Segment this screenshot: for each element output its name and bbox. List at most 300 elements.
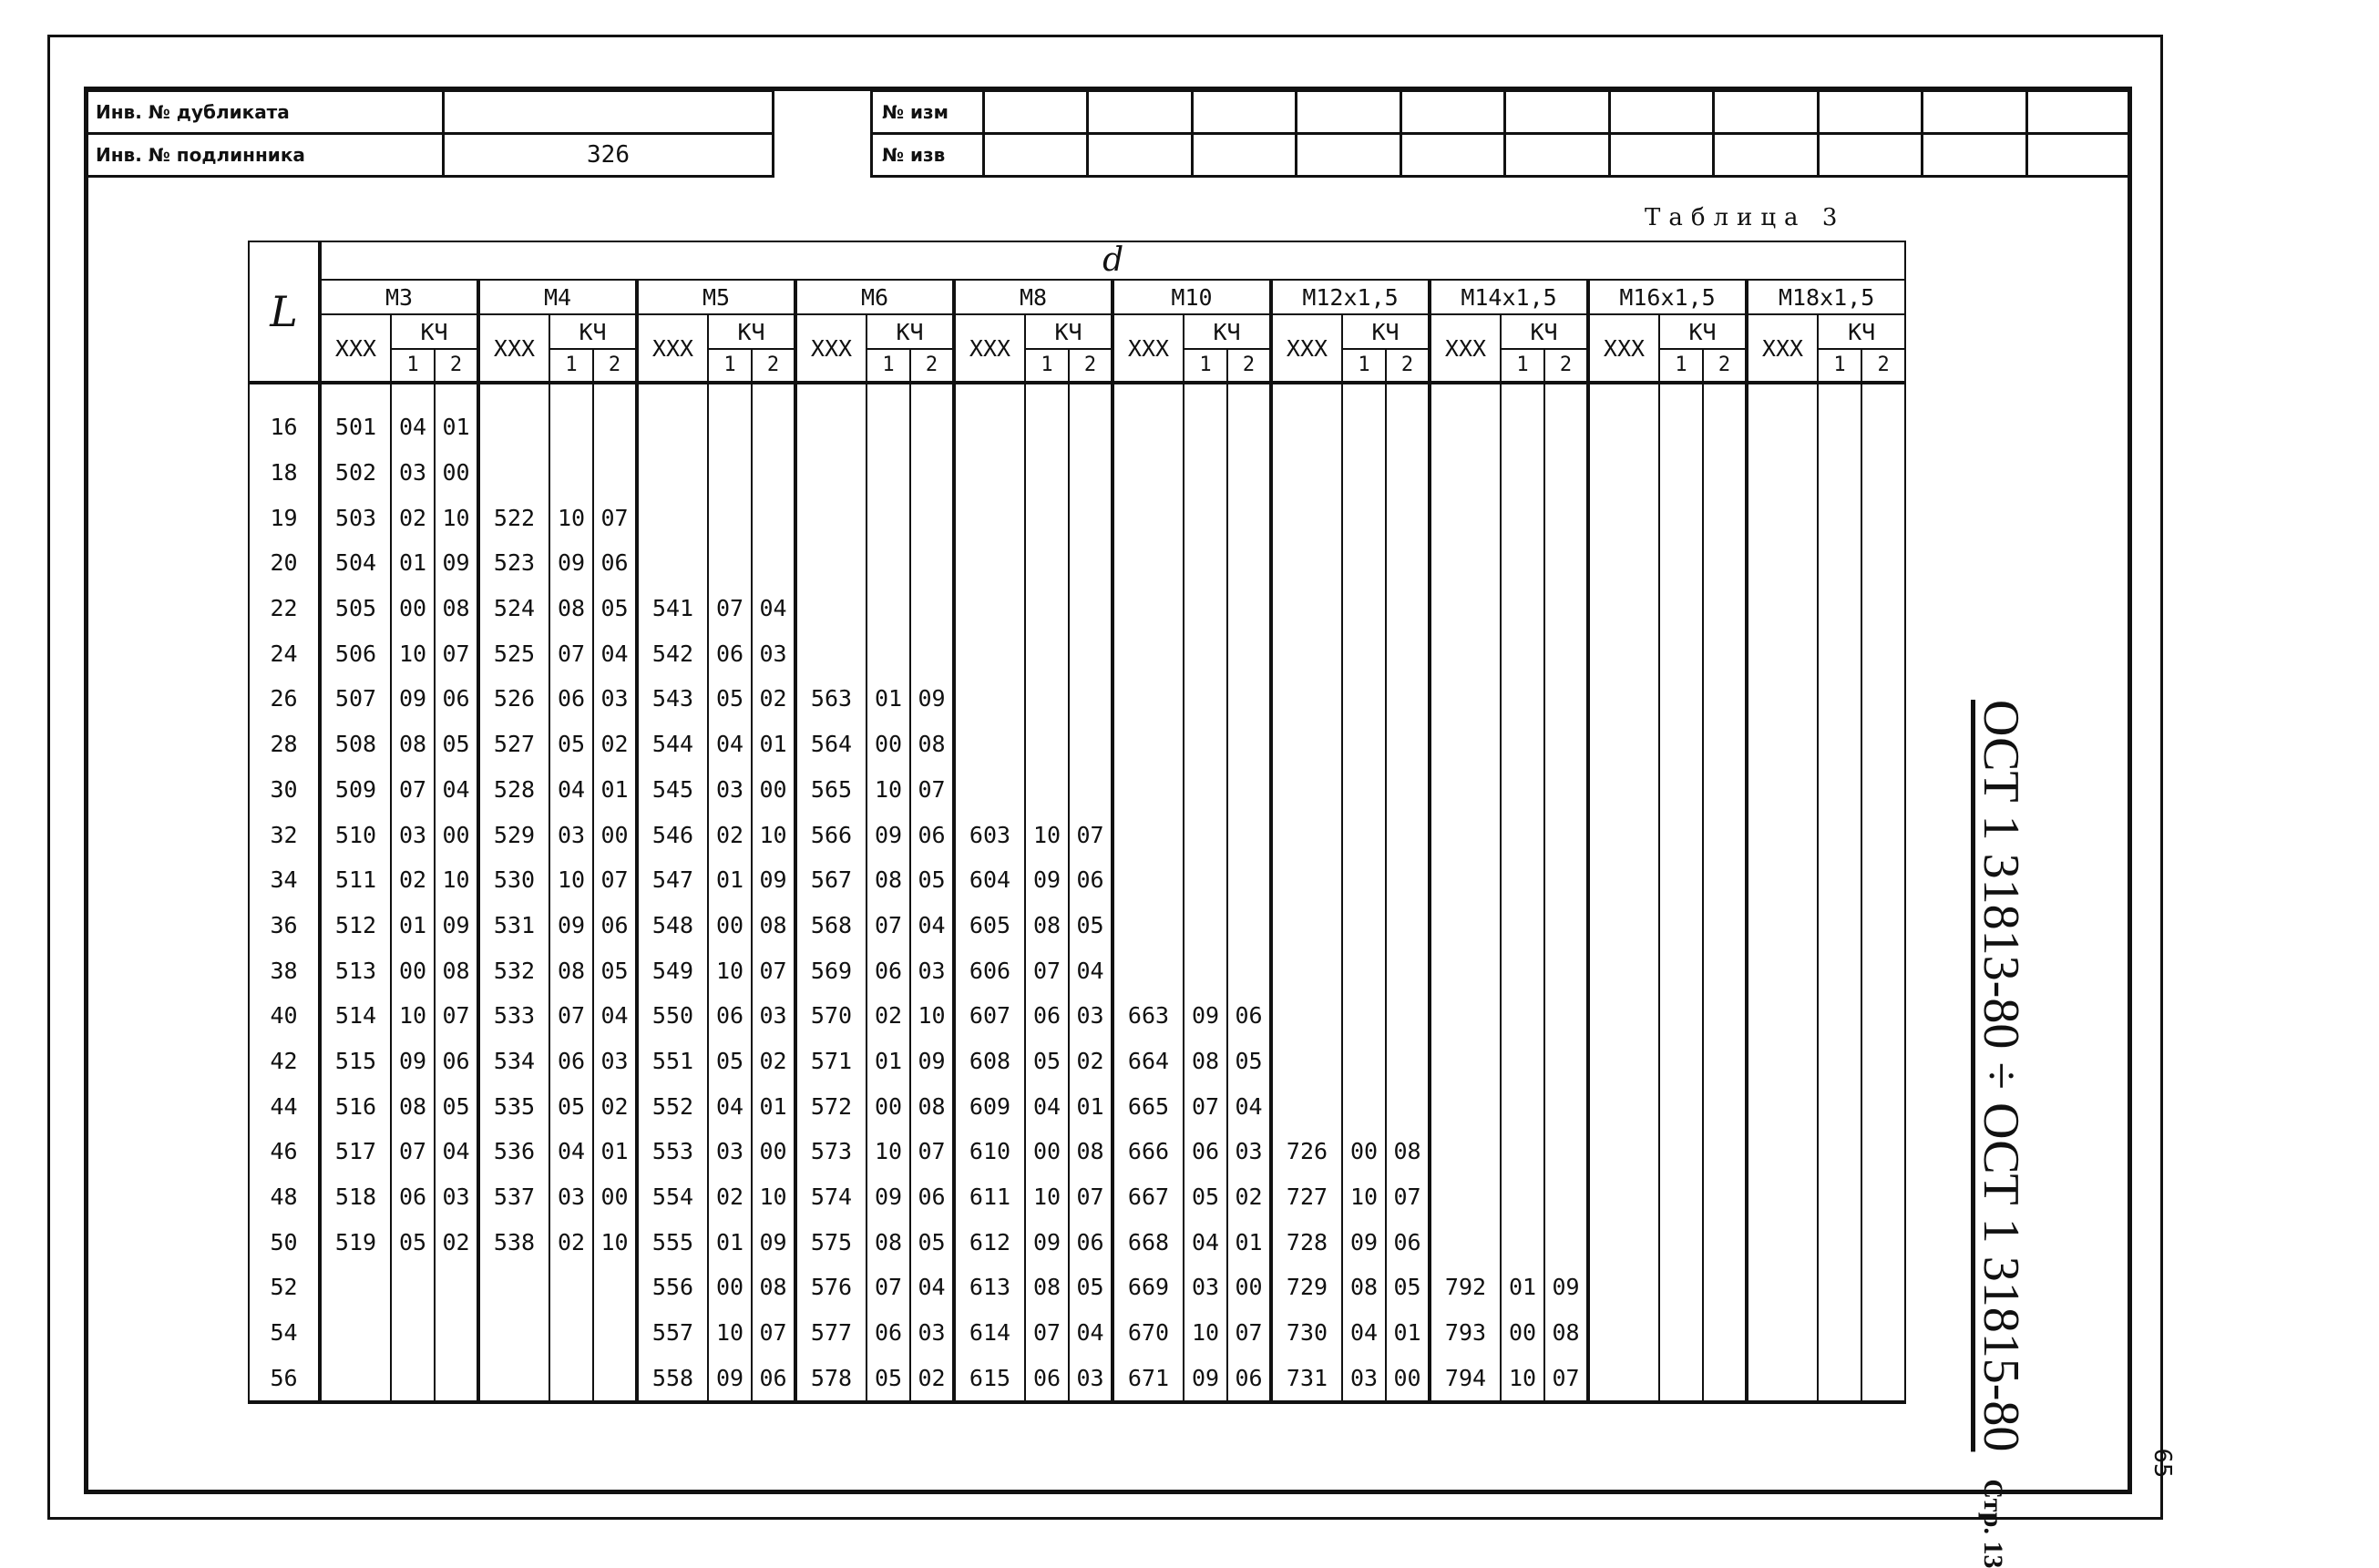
length-cell: 38 bbox=[249, 948, 320, 993]
xxx-code-cell bbox=[1588, 903, 1659, 948]
kch1-cell: 01 bbox=[866, 1039, 910, 1084]
xxx-code-cell: 509 bbox=[320, 767, 391, 813]
kch1-cell bbox=[1501, 857, 1544, 903]
xxx-code-cell bbox=[1747, 676, 1818, 722]
xxx-code-cell: 514 bbox=[320, 993, 391, 1039]
xxx-code-cell bbox=[1430, 1219, 1501, 1265]
kch1-cell bbox=[1659, 1219, 1703, 1265]
kch2-cell: 03 bbox=[752, 993, 795, 1039]
kch2-cell bbox=[1069, 450, 1113, 496]
dimension-table bbox=[248, 241, 1906, 1404]
xxx-code-cell: 530 bbox=[478, 857, 549, 903]
kch2-cell: 05 bbox=[1227, 1039, 1271, 1084]
kch-col-1-header: 1 bbox=[866, 349, 910, 383]
xxx-code-cell: 544 bbox=[637, 722, 708, 767]
kch-col-2-header: 2 bbox=[1703, 349, 1747, 383]
kch1-cell bbox=[1501, 1039, 1544, 1084]
kch2-cell bbox=[1703, 722, 1747, 767]
kch2-cell: 04 bbox=[752, 586, 795, 631]
kch2-cell: 00 bbox=[752, 1129, 795, 1174]
kch1-cell: 07 bbox=[549, 630, 593, 676]
kch2-cell: 06 bbox=[910, 1174, 954, 1220]
kch2-cell bbox=[1703, 1219, 1747, 1265]
kch2-cell bbox=[1544, 630, 1588, 676]
kch1-cell: 08 bbox=[1025, 1265, 1069, 1310]
kch2-cell: 01 bbox=[1227, 1219, 1271, 1265]
kch1-cell bbox=[1342, 495, 1386, 540]
xxx-code-cell bbox=[954, 586, 1025, 631]
kch2-cell: 07 bbox=[910, 1129, 954, 1174]
kch2-cell: 02 bbox=[1227, 1174, 1271, 1220]
xxx-code-cell bbox=[1430, 676, 1501, 722]
length-cell: 36 bbox=[249, 903, 320, 948]
xxx-code-cell: 671 bbox=[1113, 1355, 1184, 1402]
kch1-cell bbox=[1818, 540, 1861, 586]
table-row bbox=[249, 676, 1905, 722]
xxx-code-cell bbox=[1430, 1174, 1501, 1220]
kch1-cell: 09 bbox=[391, 1039, 435, 1084]
kch1-cell bbox=[1818, 903, 1861, 948]
kch2-cell bbox=[593, 1355, 637, 1402]
kch2-cell bbox=[1544, 993, 1588, 1039]
kch1-cell: 09 bbox=[391, 676, 435, 722]
orig-value: 326 bbox=[444, 134, 774, 177]
xxx-code-cell bbox=[1588, 722, 1659, 767]
kch2-cell bbox=[1386, 1083, 1430, 1129]
kch1-cell bbox=[1818, 495, 1861, 540]
stamp-empty-cell bbox=[984, 134, 1088, 177]
kch2-cell: 07 bbox=[1069, 812, 1113, 857]
gap-cell bbox=[593, 383, 637, 405]
kch2-cell: 07 bbox=[593, 857, 637, 903]
xxx-code-cell: 608 bbox=[954, 1039, 1025, 1084]
thread-size-header: M10 bbox=[1113, 280, 1271, 314]
xxx-code-cell bbox=[1747, 948, 1818, 993]
kch1-cell bbox=[549, 1310, 593, 1356]
kch1-cell bbox=[1501, 586, 1544, 631]
stamp-empty-cell bbox=[1609, 134, 1713, 177]
kch2-cell bbox=[1544, 767, 1588, 813]
xxx-code-cell bbox=[637, 405, 708, 450]
kch1-cell bbox=[1501, 405, 1544, 450]
xxx-header: XXX bbox=[1588, 314, 1659, 383]
length-cell: 16 bbox=[249, 405, 320, 450]
stamp-empty-cell bbox=[1714, 134, 1818, 177]
xxx-code-cell bbox=[1747, 767, 1818, 813]
kch1-cell: 01 bbox=[391, 540, 435, 586]
kch1-cell bbox=[1818, 1219, 1861, 1265]
xxx-code-cell: 603 bbox=[954, 812, 1025, 857]
xxx-code-cell: 669 bbox=[1113, 1265, 1184, 1310]
xxx-code-cell bbox=[1588, 1174, 1659, 1220]
kch2-cell: 04 bbox=[910, 1265, 954, 1310]
kch2-cell bbox=[1069, 676, 1113, 722]
xxx-code-cell bbox=[1588, 450, 1659, 496]
kch1-cell bbox=[1659, 630, 1703, 676]
kch2-cell bbox=[1703, 586, 1747, 631]
xxx-code-cell bbox=[1271, 405, 1342, 450]
xxx-code-cell bbox=[1271, 767, 1342, 813]
gap-cell bbox=[1861, 383, 1905, 405]
xxx-code-cell bbox=[1430, 405, 1501, 450]
gap-cell bbox=[866, 383, 910, 405]
stamp-empty-cell bbox=[1297, 134, 1400, 177]
xxx-code-cell: 506 bbox=[320, 630, 391, 676]
kch2-cell bbox=[1861, 1174, 1905, 1220]
xxx-code-cell: 564 bbox=[795, 722, 866, 767]
kch2-cell bbox=[1544, 540, 1588, 586]
xxx-code-cell: 668 bbox=[1113, 1219, 1184, 1265]
kch1-cell bbox=[1659, 540, 1703, 586]
kch2-cell: 00 bbox=[593, 812, 637, 857]
kch2-cell: 09 bbox=[435, 903, 478, 948]
kch2-cell bbox=[435, 1310, 478, 1356]
kch1-cell bbox=[1818, 630, 1861, 676]
kch2-cell bbox=[1861, 540, 1905, 586]
xxx-code-cell: 666 bbox=[1113, 1129, 1184, 1174]
kch2-cell bbox=[1386, 993, 1430, 1039]
length-cell: 42 bbox=[249, 1039, 320, 1084]
kch2-cell: 08 bbox=[910, 722, 954, 767]
kch2-cell bbox=[1703, 993, 1747, 1039]
gap-cell bbox=[1025, 383, 1069, 405]
kch1-cell bbox=[1659, 767, 1703, 813]
xxx-code-cell bbox=[1271, 1039, 1342, 1084]
kch2-cell bbox=[1703, 630, 1747, 676]
xxx-code-cell bbox=[1747, 993, 1818, 1039]
kch2-cell: 04 bbox=[1069, 948, 1113, 993]
kch1-cell bbox=[1184, 405, 1227, 450]
xxx-code-cell: 578 bbox=[795, 1355, 866, 1402]
xxx-code-cell bbox=[1113, 630, 1184, 676]
kch1-cell bbox=[1184, 630, 1227, 676]
dup-value bbox=[444, 91, 774, 134]
kch1-cell bbox=[1025, 540, 1069, 586]
kch2-cell: 05 bbox=[1386, 1265, 1430, 1310]
xxx-code-cell: 534 bbox=[478, 1039, 549, 1084]
length-cell: 44 bbox=[249, 1083, 320, 1129]
kch1-cell bbox=[391, 1310, 435, 1356]
gap-cell bbox=[1430, 383, 1501, 405]
kch1-cell bbox=[1659, 1039, 1703, 1084]
kch2-cell: 08 bbox=[752, 1265, 795, 1310]
kch2-cell bbox=[1703, 948, 1747, 993]
xxx-code-cell: 537 bbox=[478, 1174, 549, 1220]
kch2-cell: 06 bbox=[1386, 1219, 1430, 1265]
kch2-cell bbox=[1861, 1355, 1905, 1402]
xxx-code-cell bbox=[478, 1355, 549, 1402]
kch2-cell bbox=[1861, 495, 1905, 540]
xxx-code-cell bbox=[954, 450, 1025, 496]
xxx-code-cell: 523 bbox=[478, 540, 549, 586]
kch1-cell bbox=[1501, 993, 1544, 1039]
xxx-code-cell: 558 bbox=[637, 1355, 708, 1402]
kch1-cell bbox=[1818, 1265, 1861, 1310]
xxx-header: XXX bbox=[1271, 314, 1342, 383]
kch2-cell: 04 bbox=[1227, 1083, 1271, 1129]
gap-cell bbox=[708, 383, 752, 405]
kch2-cell bbox=[1069, 405, 1113, 450]
kch1-cell bbox=[549, 1265, 593, 1310]
kch2-cell: 03 bbox=[752, 630, 795, 676]
length-cell: 52 bbox=[249, 1265, 320, 1310]
kch2-cell bbox=[1544, 857, 1588, 903]
xxx-code-cell: 531 bbox=[478, 903, 549, 948]
xxx-code-cell bbox=[1271, 948, 1342, 993]
kch1-cell: 04 bbox=[1184, 1219, 1227, 1265]
xxx-code-cell: 556 bbox=[637, 1265, 708, 1310]
kch2-cell bbox=[1544, 1083, 1588, 1129]
table-row bbox=[249, 450, 1905, 496]
kch2-cell bbox=[1069, 630, 1113, 676]
kch1-cell bbox=[708, 540, 752, 586]
xxx-code-cell bbox=[1430, 1083, 1501, 1129]
gap-cell bbox=[549, 383, 593, 405]
table-row bbox=[249, 767, 1905, 813]
xxx-code-cell: 574 bbox=[795, 1174, 866, 1220]
xxx-code-cell: 615 bbox=[954, 1355, 1025, 1402]
table-row bbox=[249, 405, 1905, 450]
kch1-cell bbox=[1818, 1174, 1861, 1220]
kch-header: КЧ bbox=[1659, 314, 1747, 349]
kch1-cell bbox=[1818, 767, 1861, 813]
xxx-code-cell: 575 bbox=[795, 1219, 866, 1265]
kch2-cell bbox=[1861, 1129, 1905, 1174]
xxx-code-cell bbox=[1747, 1265, 1818, 1310]
xxx-code-cell bbox=[954, 722, 1025, 767]
kch1-cell: 05 bbox=[708, 676, 752, 722]
kch1-cell bbox=[1501, 1219, 1544, 1265]
kch1-cell bbox=[866, 630, 910, 676]
xxx-code-cell bbox=[1430, 495, 1501, 540]
kch1-cell bbox=[1659, 1265, 1703, 1310]
kch2-cell: 08 bbox=[1386, 1129, 1430, 1174]
xxx-header: XXX bbox=[1430, 314, 1501, 383]
gap-cell bbox=[435, 383, 478, 405]
kch2-cell bbox=[1386, 630, 1430, 676]
xxx-code-cell bbox=[1747, 1219, 1818, 1265]
kch1-cell: 04 bbox=[708, 1083, 752, 1129]
kch1-cell: 09 bbox=[1184, 1355, 1227, 1402]
kch2-cell bbox=[1861, 586, 1905, 631]
kch1-cell: 07 bbox=[1184, 1083, 1227, 1129]
kch1-cell: 03 bbox=[1342, 1355, 1386, 1402]
length-cell: 40 bbox=[249, 993, 320, 1039]
kch1-cell: 01 bbox=[708, 1219, 752, 1265]
page-label: Стр. 13 bbox=[1978, 1479, 2008, 1568]
gap-cell bbox=[320, 383, 391, 405]
kch2-cell bbox=[752, 405, 795, 450]
kch2-cell: 06 bbox=[1227, 1355, 1271, 1402]
gap-cell bbox=[391, 383, 435, 405]
kch-col-2-header: 2 bbox=[752, 349, 795, 383]
xxx-header: XXX bbox=[478, 314, 549, 383]
xxx-code-cell bbox=[1588, 767, 1659, 813]
xxx-code-cell: 731 bbox=[1271, 1355, 1342, 1402]
kch1-cell bbox=[866, 540, 910, 586]
change-label: № изм bbox=[872, 91, 984, 134]
kch-header: КЧ bbox=[1184, 314, 1271, 349]
xxx-code-cell: 605 bbox=[954, 903, 1025, 948]
kch2-cell bbox=[1544, 586, 1588, 631]
kch2-cell: 10 bbox=[435, 495, 478, 540]
kch1-cell: 07 bbox=[866, 903, 910, 948]
xxx-code-cell bbox=[1747, 495, 1818, 540]
stamp-empty-cell bbox=[1923, 91, 2026, 134]
kch1-cell bbox=[1818, 857, 1861, 903]
xxx-code-cell: 577 bbox=[795, 1310, 866, 1356]
kch1-cell: 10 bbox=[1025, 1174, 1069, 1220]
kch1-cell: 03 bbox=[391, 812, 435, 857]
xxx-code-cell bbox=[1430, 722, 1501, 767]
kch1-cell bbox=[708, 495, 752, 540]
xxx-code-cell: 728 bbox=[1271, 1219, 1342, 1265]
kch1-cell bbox=[1501, 450, 1544, 496]
xxx-code-cell bbox=[1588, 1355, 1659, 1402]
kch1-cell bbox=[1818, 1129, 1861, 1174]
kch1-cell bbox=[1184, 450, 1227, 496]
kch2-cell bbox=[910, 405, 954, 450]
kch1-cell bbox=[1025, 450, 1069, 496]
kch2-cell: 00 bbox=[435, 812, 478, 857]
kch2-cell bbox=[435, 1355, 478, 1402]
kch-col-2-header: 2 bbox=[1861, 349, 1905, 383]
table-row bbox=[249, 993, 1905, 1039]
length-cell: 56 bbox=[249, 1355, 320, 1402]
gap-cell bbox=[1544, 383, 1588, 405]
kch2-cell bbox=[1386, 450, 1430, 496]
xxx-code-cell bbox=[1430, 540, 1501, 586]
kch2-cell bbox=[1227, 540, 1271, 586]
kch1-cell: 00 bbox=[708, 1265, 752, 1310]
kch1-cell: 04 bbox=[549, 767, 593, 813]
kch2-cell: 06 bbox=[435, 1039, 478, 1084]
xxx-code-cell: 727 bbox=[1271, 1174, 1342, 1220]
gap-cell bbox=[249, 383, 320, 405]
gap-cell bbox=[1501, 383, 1544, 405]
kch1-cell: 08 bbox=[549, 948, 593, 993]
kch2-cell bbox=[1544, 405, 1588, 450]
kch1-cell bbox=[708, 405, 752, 450]
xxx-code-cell: 543 bbox=[637, 676, 708, 722]
kch2-cell bbox=[1861, 676, 1905, 722]
kch1-cell: 09 bbox=[549, 903, 593, 948]
kch2-cell: 08 bbox=[1544, 1310, 1588, 1356]
xxx-code-cell bbox=[1747, 1129, 1818, 1174]
xxx-code-cell: 538 bbox=[478, 1219, 549, 1265]
kch1-cell bbox=[1025, 767, 1069, 813]
xxx-code-cell bbox=[1588, 1219, 1659, 1265]
kch2-cell bbox=[1861, 812, 1905, 857]
xxx-code-cell: 613 bbox=[954, 1265, 1025, 1310]
kch-col-2-header: 2 bbox=[593, 349, 637, 383]
xxx-code-cell bbox=[795, 586, 866, 631]
kch2-cell bbox=[1544, 722, 1588, 767]
kch1-cell: 09 bbox=[866, 1174, 910, 1220]
orig-label: Инв. № подлинника bbox=[86, 134, 444, 177]
xxx-code-cell: 547 bbox=[637, 857, 708, 903]
table-row bbox=[249, 1310, 1905, 1356]
kch1-cell: 02 bbox=[866, 993, 910, 1039]
kch1-cell: 06 bbox=[708, 630, 752, 676]
kch1-cell: 09 bbox=[1025, 1219, 1069, 1265]
kch2-cell bbox=[1386, 405, 1430, 450]
kch2-cell bbox=[1386, 767, 1430, 813]
table-row bbox=[249, 722, 1905, 767]
kch2-cell: 04 bbox=[593, 630, 637, 676]
stamp-empty-cell bbox=[2026, 134, 2130, 177]
kch1-cell: 09 bbox=[1342, 1219, 1386, 1265]
kch2-cell: 09 bbox=[910, 676, 954, 722]
table-row bbox=[249, 948, 1905, 993]
kch1-cell: 05 bbox=[866, 1355, 910, 1402]
stamp-empty-cell bbox=[1088, 91, 1192, 134]
gap-cell bbox=[1271, 383, 1342, 405]
kch1-cell bbox=[1818, 812, 1861, 857]
xxx-code-cell bbox=[1271, 676, 1342, 722]
kch2-cell: 03 bbox=[1227, 1129, 1271, 1174]
kch2-cell: 07 bbox=[1227, 1310, 1271, 1356]
gap-cell bbox=[1227, 383, 1271, 405]
kch1-cell bbox=[1342, 630, 1386, 676]
kch1-cell bbox=[1025, 722, 1069, 767]
kch1-cell bbox=[1818, 993, 1861, 1039]
kch1-cell bbox=[1342, 450, 1386, 496]
xxx-code-cell bbox=[1747, 722, 1818, 767]
kch1-cell bbox=[866, 495, 910, 540]
xxx-header: XXX bbox=[637, 314, 708, 383]
xxx-code-cell bbox=[1113, 903, 1184, 948]
xxx-code-cell bbox=[1747, 857, 1818, 903]
kch1-cell: 10 bbox=[1184, 1310, 1227, 1356]
kch2-cell bbox=[910, 495, 954, 540]
xxx-code-cell bbox=[1113, 405, 1184, 450]
table-row bbox=[249, 1039, 1905, 1084]
kch2-cell bbox=[1227, 812, 1271, 857]
xxx-code-cell bbox=[478, 1265, 549, 1310]
xxx-code-cell bbox=[1271, 722, 1342, 767]
xxx-code-cell bbox=[1271, 450, 1342, 496]
xxx-code-cell bbox=[1113, 495, 1184, 540]
xxx-code-cell bbox=[1430, 903, 1501, 948]
kch1-cell bbox=[1184, 495, 1227, 540]
kch1-cell bbox=[1659, 948, 1703, 993]
kch2-cell: 02 bbox=[435, 1219, 478, 1265]
thread-size-header: M3 bbox=[320, 280, 478, 314]
kch1-cell bbox=[1184, 722, 1227, 767]
stamp-empty-cell bbox=[1400, 91, 1504, 134]
xxx-code-cell bbox=[1430, 1129, 1501, 1174]
kch1-cell: 02 bbox=[708, 1174, 752, 1220]
xxx-code-cell bbox=[795, 450, 866, 496]
xxx-code-cell: 794 bbox=[1430, 1355, 1501, 1402]
kch2-cell: 03 bbox=[435, 1174, 478, 1220]
kch2-cell: 01 bbox=[1386, 1310, 1430, 1356]
kch1-cell: 03 bbox=[1184, 1265, 1227, 1310]
page-number: -65- bbox=[2148, 1440, 2176, 1487]
kch2-cell bbox=[1544, 812, 1588, 857]
xxx-code-cell bbox=[1430, 586, 1501, 631]
kch2-cell bbox=[1861, 450, 1905, 496]
kch2-cell bbox=[910, 540, 954, 586]
kch1-cell: 06 bbox=[708, 993, 752, 1039]
kch1-cell: 06 bbox=[549, 676, 593, 722]
kch1-cell: 04 bbox=[549, 1129, 593, 1174]
kch2-cell bbox=[1544, 948, 1588, 993]
column-d-header: d bbox=[320, 241, 1905, 280]
kch2-cell: 02 bbox=[593, 722, 637, 767]
kch1-cell bbox=[1025, 405, 1069, 450]
